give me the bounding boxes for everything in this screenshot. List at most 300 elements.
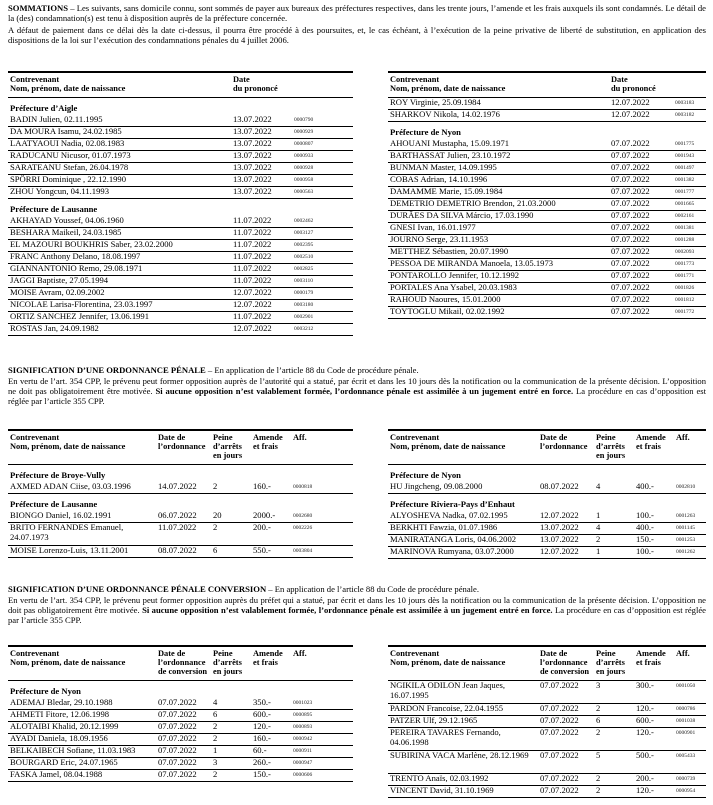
row-date: 12.07.2022 (611, 97, 650, 107)
table-row (8, 300, 353, 312)
row-case-number: 0001775 (675, 140, 695, 147)
row-date: 12.07.2022 (540, 509, 579, 520)
row-case-number: 0001812 (675, 296, 695, 303)
row-date: 11.07.2022 (233, 262, 272, 273)
row-date: 07.07.2022 (540, 703, 579, 713)
row-case-number: 0000807 (294, 140, 314, 147)
section2-text (8, 377, 706, 407)
row-case-number: 0002161 (675, 212, 695, 219)
intro-paragraph-2: A défaut de paiement dans ce délai dès la date ci-dessus, il pourra être procédé à des poursuites, et, le cas échéant, à l’exécution de la peine privative de liberté de substitution, en application des dispositions de la loi sur l’exécution des condamnations pénales du 4 juillet 2006. (8, 24, 706, 45)
row-name: COBAS Adrian, 14.10.1996 (390, 173, 488, 184)
header-fine: Amende et frais (253, 433, 283, 452)
row-case-number: 0002226 (293, 524, 313, 531)
row-case-number: 0000818 (293, 483, 313, 490)
header-aff: Aff. (293, 433, 307, 442)
row-case-number: 0000901 (676, 730, 696, 736)
table-header (388, 71, 706, 98)
row-days: 2 (213, 720, 218, 731)
row-name: TRENTO Anaïs, 02.03.1992 (390, 773, 489, 783)
row-date: 12.07.2022 (611, 109, 650, 119)
row-days: 2 (213, 521, 218, 532)
row-date: 07.07.2022 (540, 750, 579, 760)
table-row (388, 511, 706, 523)
row-date: 06.07.2022 (158, 509, 197, 520)
row-case-number: 0001772 (675, 308, 695, 315)
row-name: PEREIRA TAVARES Fernando, 04.06.1998 (390, 727, 501, 747)
row-name: GIANNANTONIO Remo, 29.08.1971 (10, 262, 143, 273)
row-days: 2 (213, 732, 218, 743)
table-row (8, 482, 353, 494)
row-name: DURÃES DA SILVA Márcio, 17.03.1990 (390, 209, 534, 220)
row-case-number: 0002395 (294, 241, 314, 248)
table-header (388, 645, 706, 681)
row-case-number: 0000942 (293, 735, 313, 742)
row-case-number: 0000911 (293, 747, 313, 754)
row-case-number: 0002825 (294, 265, 314, 272)
row-case-number: 0003182 (675, 112, 695, 118)
row-days: 4 (596, 480, 601, 491)
row-case-number: 0002810 (676, 483, 696, 490)
section3-text-a: En vertu de l’art. 354 CPP, le prévenu peut former opposition auprès du préfet qui a statué, par écrit et dans les 10 jours dès la notification ou la communication de la présente décision. L’opposition ne doit pas obligatoirement être motivée. (8, 594, 706, 615)
header-days: Peine d’arrêts en jours (213, 649, 243, 677)
row-fine: 550.- (253, 544, 271, 555)
row-date: 11.07.2022 (233, 226, 272, 237)
section3-text-b: La procédure en cas d’opposition est réglée par l’article 355 CPP. (8, 604, 706, 625)
row-name: SPÖRRI Dominique , 22.12.1990 (10, 173, 127, 184)
row-date: 12.07.2022 (233, 298, 272, 309)
row-date: 07.07.2022 (611, 173, 650, 184)
table-row (388, 786, 706, 798)
row-name: HU Jingcheng, 09.08.2000 (390, 480, 483, 491)
section-ordonnance-penale (8, 366, 706, 408)
header-name: Contrevenant Nom, prénom, date de naissance (390, 75, 506, 94)
row-days: 4 (596, 521, 601, 532)
row-name: BIONGO Daniel, 16.02.1991 (10, 509, 112, 520)
row-fine: 120.- (253, 720, 271, 731)
header-date: Date de l’ordonnance (158, 433, 206, 452)
section2-title-line (8, 366, 706, 376)
table-row (8, 216, 353, 228)
row-fine: 160.- (253, 732, 271, 743)
row-case-number: 0001263 (676, 512, 696, 519)
row-name: DEMETRIO DEMETRIO Brendon, 21.03.2000 (390, 197, 556, 208)
conversion-table-left (8, 645, 353, 782)
header-days: Peine d’arrêts en jours (213, 433, 243, 461)
row-case-number: 0003127 (294, 229, 314, 236)
row-date: 11.07.2022 (233, 214, 272, 225)
row-name: JOURNO Serge, 23.11.1953 (390, 233, 489, 244)
row-name: BUNMAN Master, 14.09.1995 (390, 161, 497, 172)
row-date: 13.07.2022 (540, 533, 579, 544)
row-days: 4 (213, 696, 218, 707)
header-date: Date de l’ordonnance (540, 433, 588, 452)
row-case-number: 0000947 (293, 759, 313, 766)
section3-text (8, 596, 706, 626)
sommations-table-right (388, 71, 706, 319)
prefecture-heading: Préfecture d’Aigle (10, 103, 78, 113)
row-fine: 120.- (636, 785, 654, 795)
row-days: 2 (596, 533, 601, 544)
row-name: ALOTAIBI Khalid, 20.12.1999 (10, 720, 119, 731)
row-date: 07.07.2022 (540, 680, 579, 690)
table-row (388, 110, 706, 122)
table-row (388, 523, 706, 535)
row-name: VINCENT David, 31.10.1969 (390, 785, 494, 795)
header-aff: Aff. (293, 649, 307, 658)
row-fine: 160.- (253, 480, 271, 491)
table-row (8, 511, 353, 523)
section-ordonnance-conversion (8, 585, 706, 627)
row-date: 07.07.2022 (611, 149, 650, 160)
row-name: BADIN Julien, 02.11.1995 (10, 113, 103, 124)
row-name: RADUCANU Nicusor, 01.07.1973 (10, 149, 131, 160)
row-case-number: 0001943 (675, 152, 695, 159)
row-date: 12.07.2022 (233, 286, 272, 297)
row-case-number: 0001253 (676, 536, 696, 543)
row-name: AXMED ADAN Ciise, 03.03.1996 (10, 480, 131, 491)
row-case-number: 0001771 (675, 272, 695, 279)
row-name: PORTALES Ana Ysabel, 20.03.1983 (390, 281, 517, 292)
row-date: 13.07.2022 (233, 137, 272, 148)
table-row (8, 252, 353, 264)
header-aff: Aff. (676, 649, 690, 658)
row-date: 07.07.2022 (611, 245, 650, 256)
row-case-number: 0003212 (294, 325, 314, 332)
table-row (388, 482, 706, 494)
header-fine: Amende et frais (636, 649, 666, 668)
row-case-number: 0003110 (294, 277, 314, 284)
row-fine: 300.- (636, 680, 654, 690)
table-row (8, 324, 353, 336)
row-case-number: 0001023 (293, 699, 313, 706)
row-name: MOISE Avram, 02.09.2002 (10, 286, 105, 297)
row-case-number: 0001262 (676, 548, 696, 555)
row-name: AKHAYAD Youssef, 04.06.1960 (10, 214, 124, 225)
header-date: Date de l’ordonnance de conversion (158, 649, 208, 677)
header-name: Contrevenant Nom, prénom, date de naissance (10, 433, 126, 452)
row-name: ZHOU Yongcun, 04.11.1993 (10, 185, 109, 196)
row-fine: 100.- (636, 509, 654, 520)
row-name: LAATYAOUI Nadia, 02.08.1983 (10, 137, 125, 148)
row-fine: 200.- (636, 773, 654, 783)
row-name: RAHOUD Naoures, 15.01.2000 (390, 293, 501, 304)
row-date: 11.07.2022 (233, 250, 272, 261)
row-days: 2 (213, 480, 218, 491)
section2-text-b: La procédure en cas d’opposition est réglée par l’article 355 CPP. (8, 385, 706, 406)
row-date: 07.07.2022 (611, 269, 650, 280)
row-case-number: 0002510 (294, 253, 314, 260)
row-date: 11.07.2022 (233, 310, 272, 321)
prefecture-heading: Préfecture Riviera-Pays d’Enhaut (390, 498, 515, 509)
row-case-number: 0000563 (294, 188, 314, 195)
row-case-number: 0001381 (675, 224, 695, 231)
row-name: BARTHASSAT Julien, 23.10.1972 (390, 149, 511, 160)
row-name: PARDON Francoise, 22.04.1955 (390, 703, 504, 713)
table-row (8, 312, 353, 324)
conversion-table-right (388, 645, 706, 798)
row-case-number: 0002680 (293, 512, 313, 519)
prefecture-heading: Préfecture de Nyon (390, 127, 461, 137)
row-date: 07.07.2022 (158, 708, 197, 719)
row-date: 07.07.2022 (158, 720, 197, 731)
row-name: MANIRATANGA Loris, 04.06.2002 (390, 533, 517, 544)
row-case-number: 0000958 (294, 176, 314, 183)
row-date: 07.07.2022 (611, 197, 650, 208)
header-date: Date de l’ordonnance de conversion (540, 649, 590, 677)
row-date: 07.07.2022 (158, 696, 197, 707)
row-name: METTHEZ Sébastien, 20.07.1990 (390, 245, 509, 256)
row-name: AHOUANI Mustapha, 15.09.1971 (390, 137, 510, 148)
header-days: Peine d’arrêts en jours (596, 433, 626, 461)
ordonnance-table-right (388, 429, 706, 559)
table-header (8, 71, 353, 98)
row-name: PATZER Ulf, 29.12.1965 (390, 715, 478, 725)
row-name: ALYOSHEVA Nadka, 07.02.1995 (390, 509, 508, 520)
header-aff: Aff. (676, 433, 690, 442)
row-days: 5 (596, 750, 601, 760)
prefecture-heading: Préfecture de Broye-Vully (10, 470, 106, 480)
table-row (8, 770, 353, 782)
row-date: 11.07.2022 (233, 238, 272, 249)
row-date: 08.07.2022 (540, 480, 579, 491)
row-name: EL MAZOURI BOUKHRIS Saber, 23.02.2000 (10, 238, 173, 249)
row-date: 07.07.2022 (611, 137, 650, 148)
row-case-number: 0005433 (676, 753, 696, 759)
row-case-number: 0003804 (293, 547, 313, 554)
row-days: 2 (596, 727, 601, 737)
row-fine: 200.- (253, 521, 271, 532)
row-name: MARINOVA Rumyana, 03.07.2000 (390, 545, 514, 556)
row-case-number: 0001288 (675, 236, 695, 243)
table-row (388, 751, 706, 774)
row-date: 07.07.2022 (611, 305, 650, 316)
row-date: 11.07.2022 (233, 274, 272, 285)
row-name: BERKHTI Fawzia, 01.07.1986 (390, 521, 498, 532)
row-date: 07.07.2022 (540, 773, 579, 783)
row-case-number: 0001382 (675, 176, 695, 183)
row-fine: 150.- (253, 768, 271, 779)
row-case-number: 0000895 (293, 711, 313, 718)
header-name: Contrevenant Nom, prénom, date de naissance (10, 75, 126, 94)
prefecture-heading: Préfecture de Nyon (390, 470, 461, 480)
row-case-number: 0001050 (676, 683, 696, 689)
row-date: 07.07.2022 (540, 785, 579, 795)
row-fine: 100.- (636, 545, 654, 556)
section3-title: SIGNIFICATION D’UNE ORDONNANCE PÉNALE CONVERSION (8, 584, 267, 594)
row-name: BRITO FERNANDES Emanuel, 24.07.1973 (10, 521, 124, 542)
row-fine: 120.- (636, 727, 654, 737)
intro-title: SOMMATIONS (8, 3, 69, 13)
row-name: BESHARA Maikeil, 24.03.1985 (10, 226, 122, 237)
row-date: 07.07.2022 (611, 185, 650, 196)
section3-text-bold: Si aucune opposition n’est valablement formée, l’ordonnance pénale est assimilée à un jugement entré en force. (142, 604, 553, 615)
row-case-number: 0002093 (675, 248, 695, 255)
table-row (8, 288, 353, 300)
header-date: Date du prononcé (233, 75, 278, 94)
row-days: 6 (213, 544, 218, 555)
row-days: 2 (596, 785, 601, 795)
table-row (8, 276, 353, 288)
row-case-number: 0000606 (293, 771, 313, 778)
row-fine: 600.- (636, 715, 654, 725)
row-name: SARATEANU Stefan, 26.04.1978 (10, 161, 129, 172)
table-row (388, 535, 706, 547)
row-case-number: 0001038 (676, 718, 696, 724)
row-name: BELKAIBECH Sofiane, 11.03.1983 (10, 744, 136, 755)
row-case-number: 0000928 (294, 164, 314, 171)
row-case-number: 0000739 (676, 776, 696, 782)
row-case-number: 0002901 (294, 313, 314, 320)
table-row (388, 681, 706, 704)
row-name: FASKA Jamel, 08.04.1988 (10, 768, 103, 779)
row-case-number: 0000933 (294, 152, 314, 159)
row-date: 13.07.2022 (233, 149, 272, 160)
intro-paragraph-1 (8, 4, 706, 24)
row-fine: 500.- (636, 750, 654, 760)
row-date: 07.07.2022 (611, 209, 650, 220)
row-name: BOURGARD Eric, 24.07.1965 (10, 756, 118, 767)
table-header (8, 645, 353, 681)
row-date: 13.07.2022 (233, 161, 272, 172)
row-case-number: 0003183 (675, 100, 695, 106)
row-name: TOYTOGLU Mikail, 02.02.1992 (390, 305, 505, 316)
row-days: 20 (213, 509, 222, 520)
row-name: PESSOA DE MIRANDA Manoela, 13.05.1973 (390, 257, 554, 268)
row-days: 2 (596, 773, 601, 783)
row-date: 14.07.2022 (158, 480, 197, 491)
row-days: 1 (213, 744, 218, 755)
row-date: 07.07.2022 (540, 727, 579, 737)
row-days: 6 (213, 708, 218, 719)
row-name: NGIKILA ODILON Jean Jaques, 16.07.1995 (390, 680, 506, 700)
section2-text-bold: Si aucune opposition n’est valablement formée, l’ordonnance pénale est assimilée à un jugement entré en force. (155, 385, 574, 396)
row-name: AHMETI Fitore, 12.06.1998 (10, 708, 110, 719)
row-case-number: 0000893 (293, 723, 313, 730)
row-name: DA MOURA Isamu, 24.02.1985 (10, 125, 122, 136)
row-fine: 350.- (253, 696, 271, 707)
row-date: 07.07.2022 (611, 293, 650, 304)
prefecture-heading: Préfecture de Nyon (10, 686, 81, 696)
row-case-number: 0000786 (676, 706, 696, 712)
table-row (388, 728, 706, 751)
row-days: 3 (213, 756, 218, 767)
row-case-number: 0001665 (675, 200, 695, 207)
row-case-number: 0001497 (675, 164, 695, 171)
section2-text-a: En vertu de l’art. 354 CPP, le prévenu peut former opposition auprès de l’autorité qui a statué, par écrit et dans les 10 jours dès la notification ou la communication de la présente décision. L’opposition ne doit pas obligatoirement être motivée. (8, 375, 706, 396)
row-case-number: 0001773 (675, 260, 695, 267)
row-fine: 120.- (636, 703, 654, 713)
table-header (388, 429, 706, 465)
prefecture-heading: Préfecture de Lausanne (10, 498, 98, 509)
row-name: JAGGI Baptiste, 27.05.1994 (10, 274, 109, 285)
table-row (8, 187, 353, 199)
row-date: 13.07.2022 (233, 125, 272, 136)
row-date: 07.07.2022 (611, 233, 650, 244)
table-row (8, 546, 353, 558)
row-name: ADEMAJ Bledar, 29.10.1988 (10, 696, 113, 707)
row-name: FRANC Anthony Delano, 18.08.1997 (10, 250, 141, 261)
row-days: 1 (596, 545, 601, 556)
row-case-number: 0000179 (294, 289, 314, 296)
row-case-number: 0000954 (676, 788, 696, 794)
section3-title-line (8, 585, 706, 595)
table-row (388, 307, 706, 319)
section2-title: SIGNIFICATION D’UNE ORDONNANCE PÉNALE (8, 365, 206, 375)
row-date: 13.07.2022 (540, 521, 579, 532)
row-date: 07.07.2022 (158, 768, 197, 779)
row-name: GNESI Ivan, 16.01.1977 (390, 221, 476, 232)
row-case-number: 0001826 (675, 284, 695, 291)
row-days: 6 (596, 715, 601, 725)
row-name: AYADI Daniela, 18.09.1956 (10, 732, 108, 743)
ordonnance-table-left (8, 429, 353, 558)
row-case-number: 0003180 (294, 301, 314, 308)
row-name: ROSTAS Jan, 24.09.1982 (10, 322, 99, 333)
row-name: NICOLAE Larisa-Florentina, 23.03.1997 (10, 298, 153, 309)
row-date: 11.07.2022 (158, 521, 197, 532)
row-case-number: 0001777 (675, 188, 695, 195)
section2-title-rest: – En application de l’article 88 du Code de procédure pénale. (205, 365, 419, 375)
row-case-number: 0002462 (294, 217, 314, 224)
row-date: 07.07.2022 (158, 732, 197, 743)
header-days: Peine d’arrêts en jours (596, 649, 626, 677)
row-date: 12.07.2022 (540, 545, 579, 556)
sommations-table-left (8, 71, 353, 336)
table-row (8, 228, 353, 240)
row-name: SUBIRINA VACA Marlène, 28.12.1969 (390, 750, 529, 760)
table-row (388, 547, 706, 559)
row-name: MOISE Lorenzo-Luis, 13.11.2001 (10, 544, 129, 555)
table-header (8, 429, 353, 465)
row-name: SHARKOV Nikola, 14.02.1976 (390, 109, 500, 119)
row-date: 12.07.2022 (233, 322, 272, 333)
row-date: 07.07.2022 (158, 756, 197, 767)
row-fine: 400.- (636, 480, 654, 491)
table-row (8, 240, 353, 252)
row-date: 08.07.2022 (158, 544, 197, 555)
row-date: 07.07.2022 (611, 257, 650, 268)
row-fine: 60.- (253, 744, 267, 755)
row-fine: 2000.- (253, 509, 276, 520)
row-date: 13.07.2022 (233, 173, 272, 184)
header-name: Contrevenant Nom, prénom, date de naissance (10, 649, 126, 668)
row-date: 07.07.2022 (540, 715, 579, 725)
row-name: ROY Virginie, 25.09.1984 (390, 97, 481, 107)
header-name: Contrevenant Nom, prénom, date de naissance (390, 433, 506, 452)
row-date: 13.07.2022 (233, 185, 272, 196)
row-date: 07.07.2022 (611, 161, 650, 172)
row-fine: 260.- (253, 756, 271, 767)
row-case-number: 0000929 (294, 128, 314, 135)
row-days: 3 (596, 680, 601, 690)
row-days: 1 (596, 509, 601, 520)
row-fine: 600.- (253, 708, 271, 719)
header-fine: Amende et frais (253, 649, 283, 668)
header-date: Date du prononcé (611, 75, 656, 94)
header-name: Contrevenant Nom, prénom, date de naissance (390, 649, 506, 668)
row-fine: 150.- (636, 533, 654, 544)
row-case-number: 0000790 (294, 116, 314, 123)
row-days: 2 (596, 703, 601, 713)
row-case-number: 0001145 (676, 524, 696, 531)
prefecture-heading: Préfecture de Lausanne (10, 203, 98, 214)
row-date: 07.07.2022 (611, 281, 650, 292)
row-days: 2 (213, 768, 218, 779)
row-date: 13.07.2022 (233, 113, 272, 124)
intro-text-1: – Les suivants, sans domicile connu, sont sommés de payer aux bureaux des préfectures respectives, dans les trente jours, l’amende et les frais auxquels ils sont condamnés. Le détail de la (des) condamnation(s) est tenu à disposition auprès de la préfecture concernée. (8, 3, 706, 23)
row-date: 07.07.2022 (158, 744, 197, 755)
table-row (8, 264, 353, 276)
